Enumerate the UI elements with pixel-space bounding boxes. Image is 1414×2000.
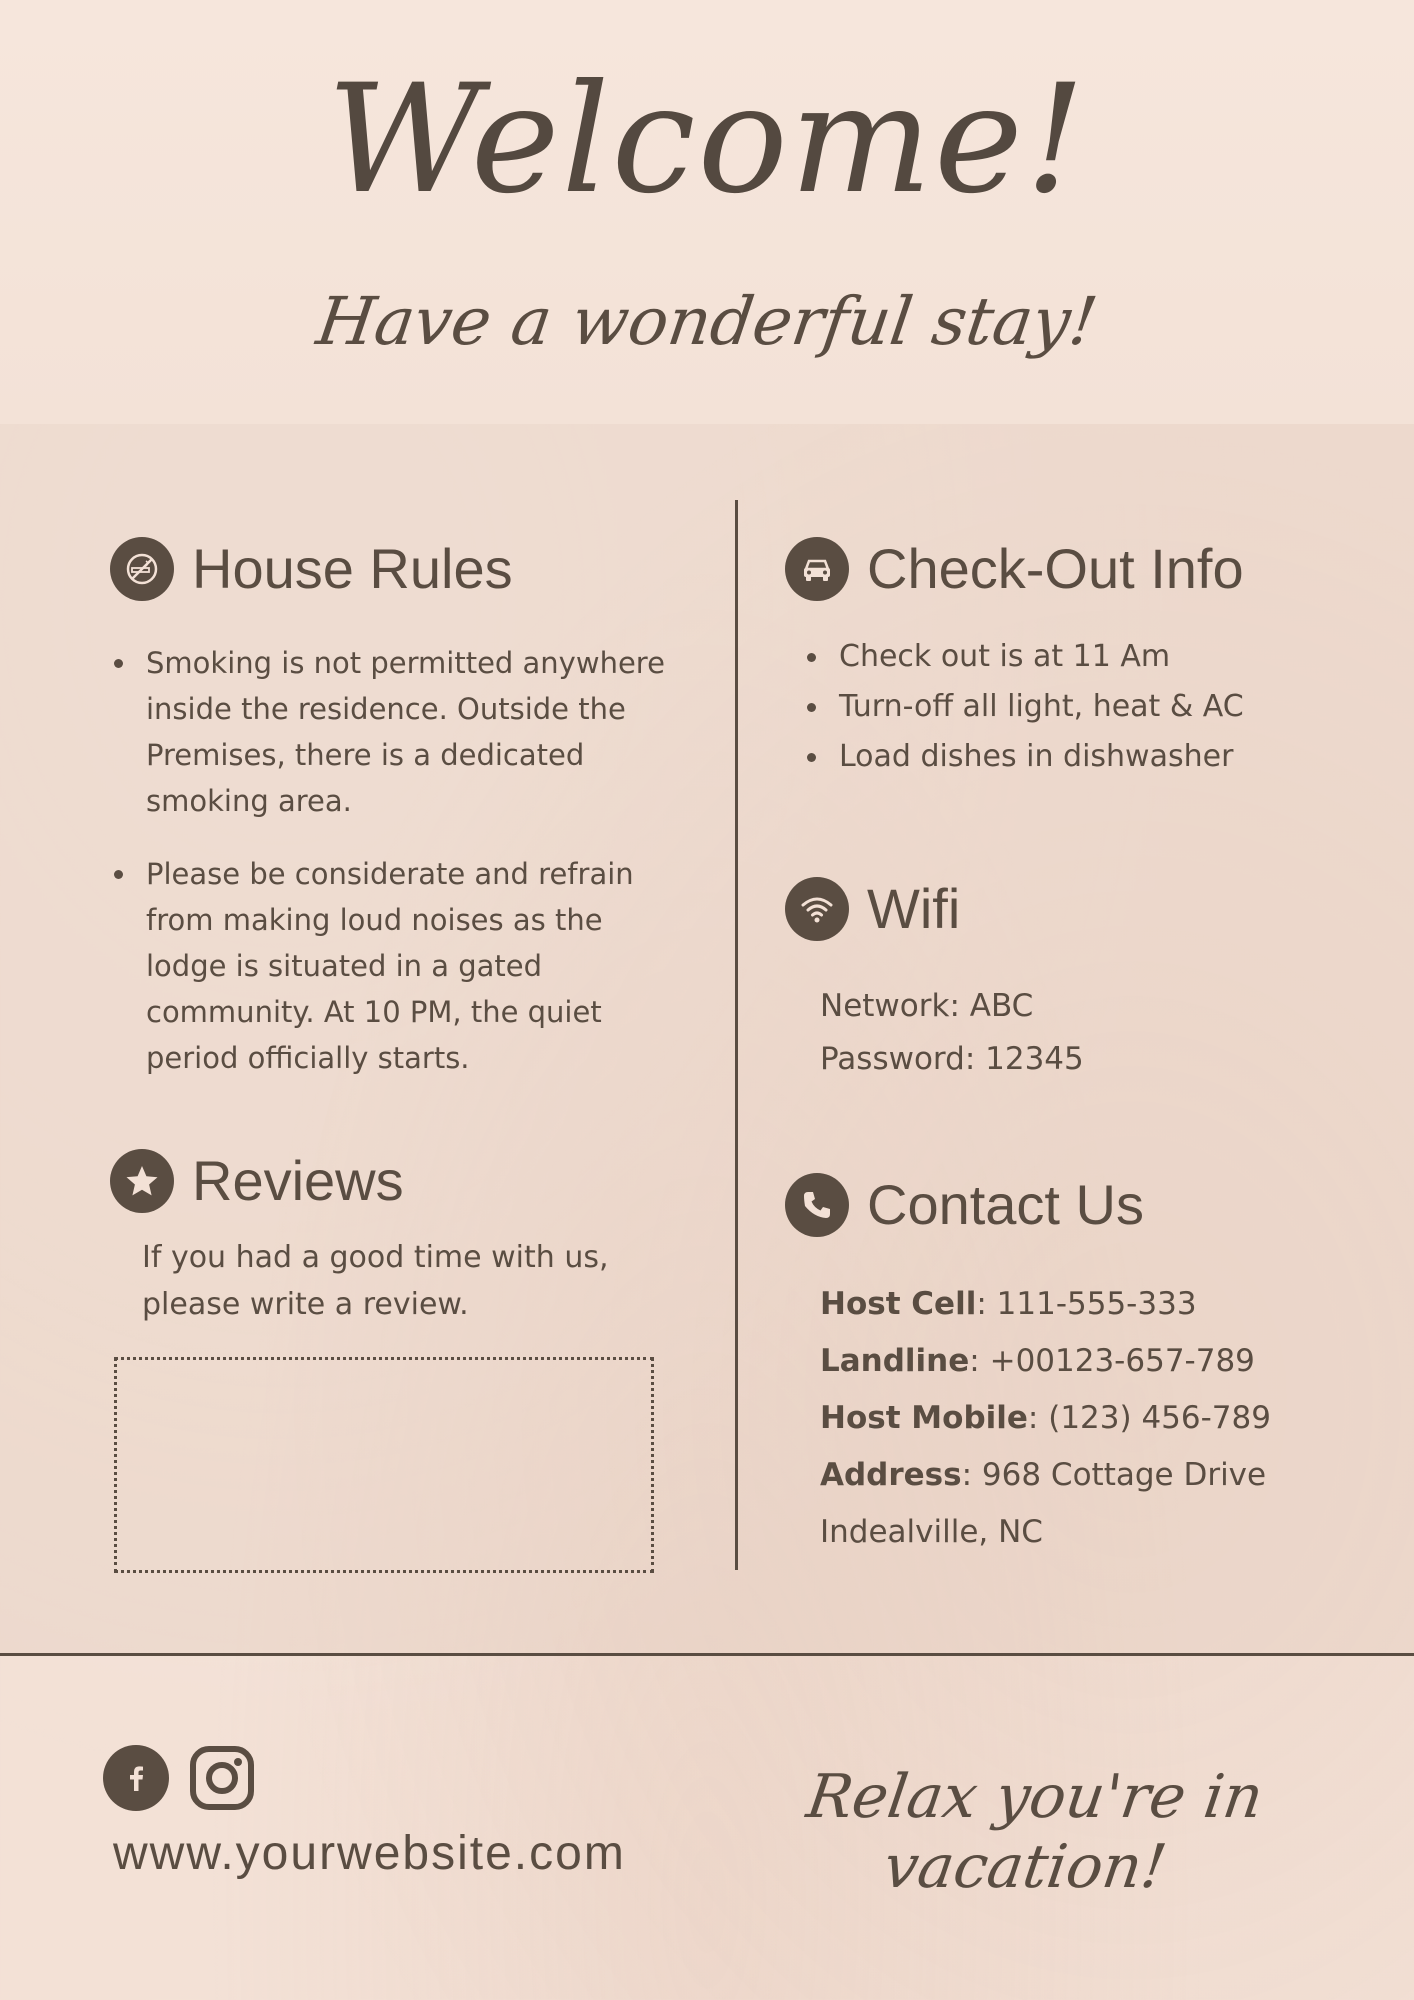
wifi-password: Password: 12345 — [820, 1041, 1084, 1077]
contact-landline: Landline: +00123-657-789 — [820, 1343, 1255, 1379]
no-smoking-icon — [110, 537, 174, 601]
list-item: Check out is at 11 Am — [803, 632, 1323, 682]
car-icon — [785, 537, 849, 601]
star-icon — [110, 1149, 174, 1213]
social-links — [103, 1745, 255, 1811]
reviews-heading — [110, 1148, 404, 1213]
host-mobile-label: Host Mobile — [820, 1400, 1028, 1436]
list-item: Please be considerate and refrain from making loud noises as the lodge is situated in a gated community. At 10 PM, the quiet period officially starts. — [110, 851, 690, 1081]
wifi-network-value: ABC — [969, 988, 1034, 1024]
wifi-network-label: Network — [820, 988, 950, 1024]
horizontal-divider — [0, 1653, 1414, 1656]
vertical-divider — [735, 500, 738, 1570]
reviews-title: Reviews — [192, 1149, 404, 1212]
header — [0, 0, 1414, 424]
phone-icon — [785, 1173, 849, 1237]
review-box — [114, 1357, 654, 1573]
page-title: Welcome! — [326, 53, 1088, 227]
contact-host-cell: Host Cell: 111-555-333 — [820, 1286, 1197, 1322]
footer-tagline: Relax you're in vacation! — [802, 1762, 1268, 1902]
host-cell-label: Host Cell — [820, 1286, 977, 1322]
host-cell-value: 111-555-333 — [996, 1286, 1197, 1322]
page-subtitle: Have a wonderful stay! — [312, 283, 1102, 360]
contact-host-mobile: Host Mobile: (123) 456-789 — [820, 1400, 1271, 1436]
address-line1: 968 Cottage Drive — [981, 1457, 1267, 1493]
landline-label: Landline — [820, 1343, 970, 1379]
wifi-heading — [785, 876, 960, 941]
address-label: Address — [820, 1457, 962, 1493]
reviews-text: If you had a good time with us, please write a review. — [142, 1240, 609, 1322]
contact-address-line2: Indealville, NC — [820, 1514, 1043, 1550]
wifi-network: Network: ABC — [820, 988, 1034, 1024]
host-mobile-value: (123) 456-789 — [1048, 1400, 1271, 1436]
facebook-icon[interactable] — [103, 1745, 169, 1811]
wifi-password-value: 12345 — [985, 1041, 1084, 1077]
contact-heading — [785, 1172, 1144, 1237]
house-rules-list — [110, 640, 690, 1108]
instagram-icon[interactable] — [189, 1745, 255, 1811]
wifi-details — [820, 980, 1084, 1086]
landline-value: +00123-657-789 — [989, 1343, 1255, 1379]
checkout-title: Check-Out Info — [867, 537, 1244, 600]
house-rules-title: House Rules — [192, 537, 513, 600]
wifi-title: Wifi — [867, 877, 961, 940]
contact-address: Address: 968 Cottage Drive — [820, 1457, 1267, 1493]
checkout-list — [803, 632, 1323, 782]
list-item: Turn-off all light, heat & AC — [803, 682, 1323, 732]
contact-details — [820, 1276, 1271, 1561]
house-rules-heading — [110, 536, 513, 601]
list-item: Load dishes in dishwasher — [803, 732, 1323, 782]
contact-title: Contact Us — [867, 1173, 1144, 1236]
checkout-heading — [785, 536, 1244, 601]
wifi-password-label: Password — [820, 1041, 965, 1077]
website-link[interactable]: www.yourwebsite.com — [113, 1827, 626, 1880]
list-item: Smoking is not permitted anywhere inside the residence. Outside the Premises, there is a dedicated smoking area. — [110, 640, 690, 824]
wifi-icon — [785, 877, 849, 941]
